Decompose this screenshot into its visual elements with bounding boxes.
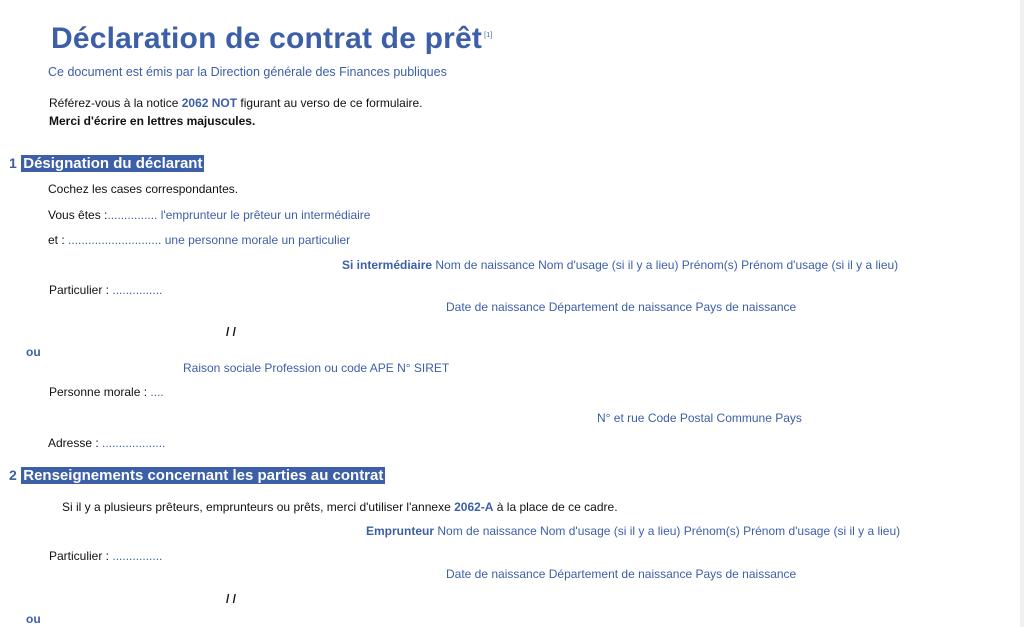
- adresse-field[interactable]: ...................: [102, 436, 166, 450]
- et-row: [48, 233, 350, 247]
- form-title: [51, 22, 493, 56]
- intermediaire-label: Si intermédiaire: [342, 258, 433, 272]
- section-2-instruction-suffix: à la place de ce cadre.: [493, 500, 618, 514]
- ou-separator: ou: [26, 345, 41, 359]
- particulier-label: Particulier :: [49, 283, 110, 297]
- date-separator-2: / /: [226, 592, 237, 606]
- birth-fields[interactable]: Date de naissance Département de naissance Pays de naissance: [446, 300, 797, 314]
- address-fields[interactable]: N° et rue Code Postal Commune Pays: [597, 411, 802, 425]
- section-2-instruction: [62, 500, 618, 514]
- birth-fields-2[interactable]: Date de naissance Département de naissance Pays de naissance: [446, 567, 797, 581]
- particulier-label-2: Particulier :: [49, 549, 110, 563]
- et-options[interactable]: une personne morale un particulier: [164, 233, 351, 247]
- adresse-label: Adresse :: [48, 436, 99, 450]
- intermediaire-row: [342, 258, 898, 272]
- adresse-row: [48, 436, 165, 450]
- form-subtitle: Ce document est émis par la Direction générale des Finances publiques: [48, 65, 447, 79]
- particulier-field-2[interactable]: ...............: [112, 549, 163, 563]
- annexe-code-link[interactable]: 2062-A: [454, 500, 494, 514]
- date-separator: / /: [226, 325, 237, 339]
- notice-code-link[interactable]: 2062 NOT: [181, 96, 238, 110]
- emprunteur-row: [366, 524, 900, 538]
- emprunteur-label: Emprunteur: [366, 524, 435, 538]
- section-1-number: 1: [9, 155, 17, 171]
- section-1-heading: Désignation du déclarant: [23, 155, 203, 172]
- vous-etes-row: [48, 208, 370, 222]
- et-field[interactable]: ............................: [68, 233, 162, 247]
- personne-morale-label: Personne morale :: [49, 385, 148, 399]
- caps-instruction: Merci d'écrire en lettres majuscules.: [49, 114, 256, 128]
- intermediaire-fields[interactable]: Nom de naissance Nom d'usage (si il y a lieu) Prénom(s) Prénom d'usage (si il y a lieu): [435, 258, 899, 272]
- particulier-row-2: [49, 549, 162, 563]
- form-title-text: Déclaration de contrat de prêt: [51, 22, 483, 55]
- personne-morale-field[interactable]: ....: [150, 385, 164, 399]
- particulier-field[interactable]: ...............: [112, 283, 163, 297]
- personne-morale-row: [49, 385, 164, 399]
- section-2-number: 2: [9, 467, 17, 483]
- page-edge: [1020, 0, 1024, 627]
- section-2-instruction-prefix: Si il y a plusieurs prêteurs, emprunteurs ou prêts, merci d'utiliser l'annexe: [62, 500, 455, 514]
- vous-etes-options[interactable]: l'emprunteur le prêteur un intermédiaire: [160, 208, 371, 222]
- section-1-instruction: Cochez les cases correspondantes.: [48, 182, 239, 196]
- title-reference: [1]: [484, 32, 493, 39]
- vous-etes-field[interactable]: ...............: [107, 208, 158, 222]
- section-2-header: [9, 467, 385, 485]
- notice-suffix: figurant au verso de ce formulaire.: [237, 96, 423, 110]
- notice-prefix: Référez-vous à la notice: [49, 96, 182, 110]
- section-2-heading: Renseignements concernant les parties au contrat: [23, 467, 384, 484]
- section-1-header: [9, 155, 204, 173]
- vous-etes-label: Vous êtes :: [48, 208, 108, 222]
- ou-separator-2: ou: [26, 612, 41, 626]
- morale-fields[interactable]: Raison sociale Profession ou code APE N° SIRET: [183, 361, 450, 375]
- et-label: et :: [48, 233, 65, 247]
- particulier-row: [49, 283, 162, 297]
- notice-line: [49, 96, 423, 110]
- emprunteur-fields[interactable]: Nom de naissance Nom d'usage (si il y a lieu) Prénom(s) Prénom d'usage (si il y a lieu): [437, 524, 901, 538]
